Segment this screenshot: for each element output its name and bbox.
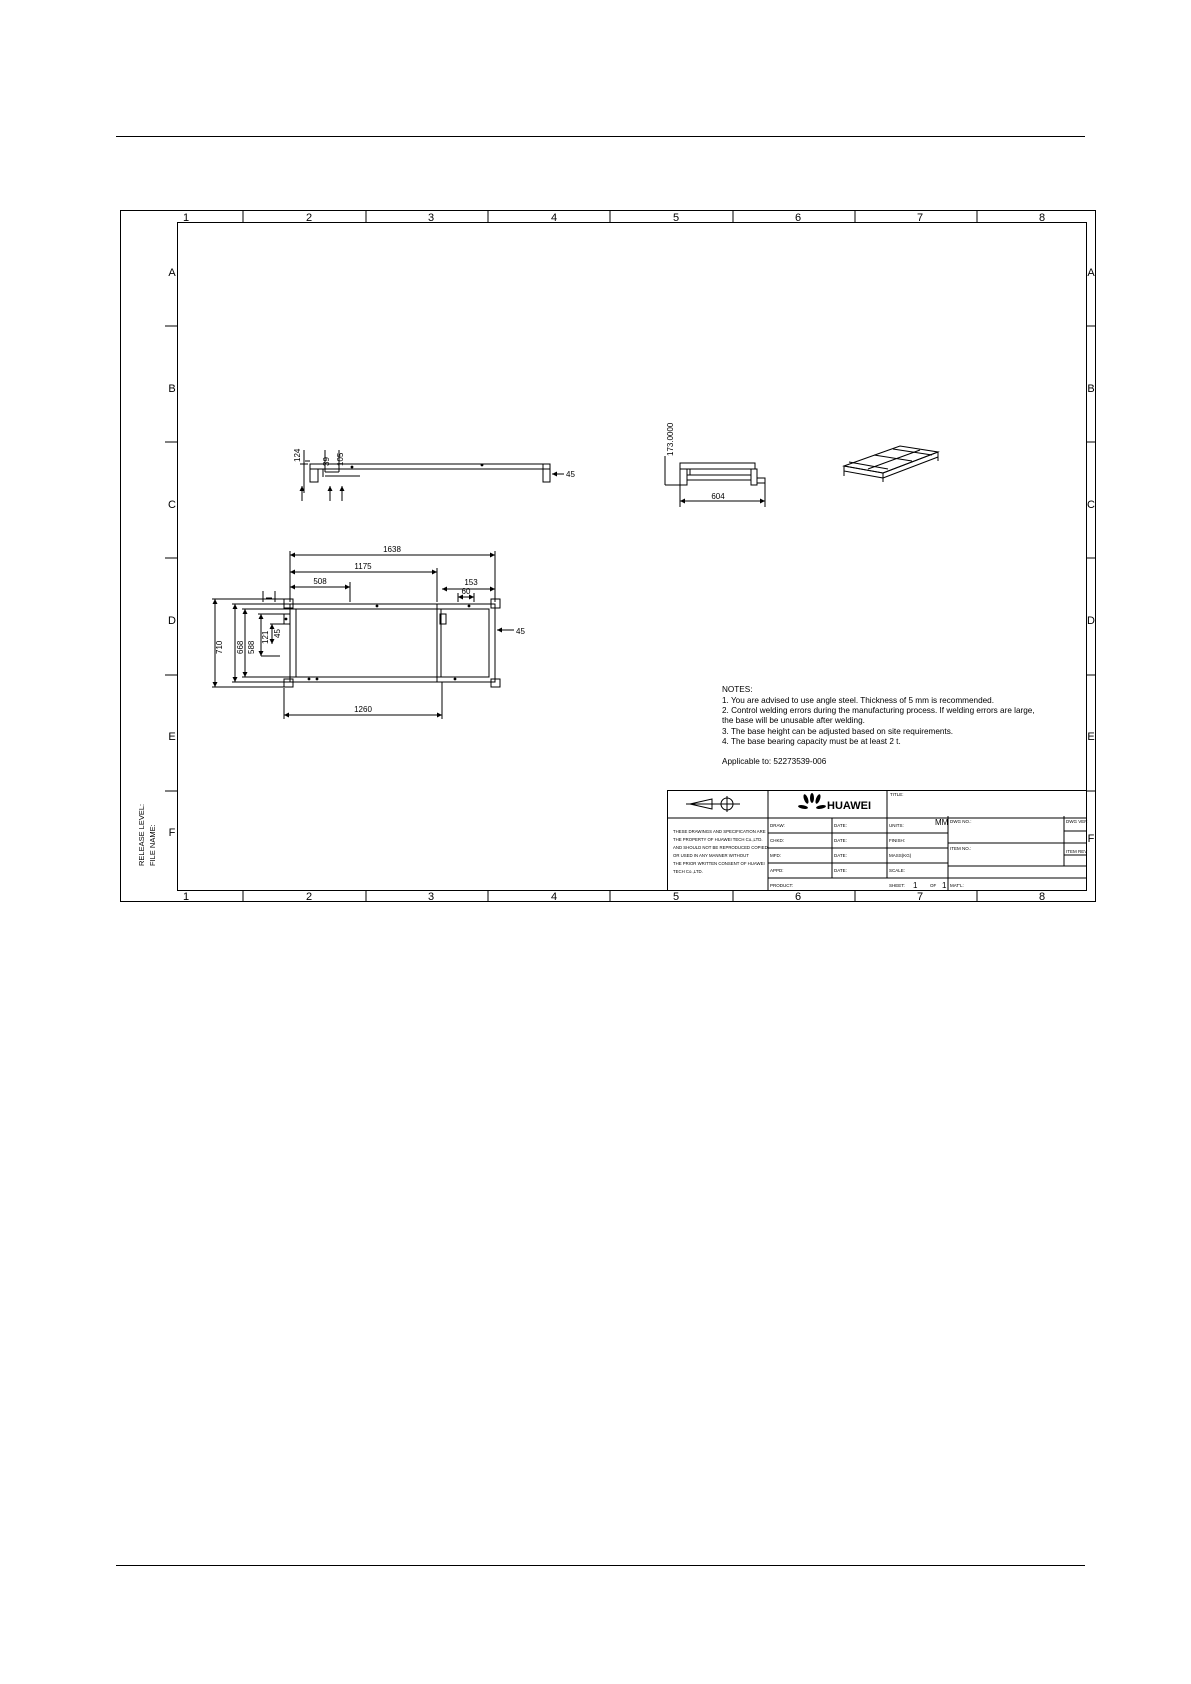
file-name-label: FILE NAME: [148, 824, 157, 866]
dim-105: 105 [336, 452, 345, 466]
notes-heading: NOTES: [722, 685, 753, 694]
top-view [212, 551, 514, 719]
item-rev-label: ITEM REV [1066, 849, 1088, 854]
bolt-hole-dot [351, 466, 354, 469]
dwg-no-label: DWG NO.: [950, 819, 972, 824]
units-label: UNITS: [889, 823, 904, 828]
zone-ticks [165, 211, 1095, 901]
sheet-of: OF [930, 883, 937, 888]
header-rule [116, 136, 1085, 137]
bolt-hole-dot [308, 678, 311, 681]
bolt-hole-dot [285, 618, 288, 621]
huawei-logo-icon [798, 793, 826, 810]
bolt-hole-dot [316, 678, 319, 681]
dim-153: 153 [464, 578, 478, 587]
dim-668: 668 [236, 640, 245, 654]
col-label-3-bottom: 3 [427, 891, 435, 902]
row-label-c: C [168, 499, 176, 511]
col-label-4: 4 [550, 212, 558, 224]
col-label-2: 2 [305, 212, 313, 224]
dim-604: 604 [711, 492, 725, 501]
notes-applicable: Applicable to: 52273539-006 [722, 757, 827, 766]
col-label-8-bottom: 8 [1038, 891, 1046, 902]
col-label-1: 1 [182, 212, 190, 224]
col-label-1-bottom: 1 [182, 891, 190, 902]
bolt-hole-dot [468, 605, 471, 608]
sheet-total: 1 [942, 881, 947, 890]
date-label-2: DATE: [834, 838, 847, 843]
mass-label: MASS(KG) [889, 853, 912, 858]
title-label: TITLE: [890, 792, 904, 797]
dim-121: 121 [261, 630, 270, 644]
note-line-5: 4. The base bearing capacity must be at least 2 t. [722, 737, 901, 746]
col-label-8: 8 [1038, 212, 1046, 224]
col-label-5: 5 [672, 212, 680, 224]
col-label-2-bottom: 2 [305, 891, 313, 902]
note-line-1: 1. You are advised to use angle steel. Thickness of 5 mm is recommended. [722, 696, 995, 705]
dim-1175: 1175 [354, 562, 372, 571]
row-label-c-right: C [1087, 499, 1095, 511]
outer-frame [121, 211, 1096, 902]
note-line-3: the base will be unusable after welding. [722, 716, 865, 725]
item-no-label: ITEM NO.: [950, 846, 972, 851]
footer-rule [116, 1565, 1085, 1566]
release-level-label: RELEASE LEVEL: [137, 803, 146, 866]
dim-1638: 1638 [383, 545, 401, 554]
finish-label: FINISH: [889, 838, 906, 843]
dim-508: 508 [313, 577, 327, 586]
mfd-label: MFD: [770, 853, 781, 858]
engineering-drawing [120, 210, 1096, 902]
sheet-number: 1 [913, 881, 918, 890]
bolt-hole-dot [481, 464, 484, 467]
projection-symbol-icon [686, 796, 740, 812]
col-label-5-bottom: 5 [672, 891, 680, 902]
dim-1260: 1260 [354, 705, 372, 714]
col-label-7-bottom: 7 [916, 891, 924, 902]
dim-173: 173.0000 [666, 422, 675, 456]
dwg-ver-label: DWG VER [1066, 819, 1088, 824]
dim-60: 60 [461, 587, 471, 596]
dim-588: 588 [247, 640, 256, 654]
bolt-hole-dot [454, 678, 457, 681]
dim-45: 45 [273, 629, 282, 638]
date-label-4: DATE: [834, 868, 847, 873]
units-value: MM [935, 818, 949, 827]
sheet-label: SHEET: [889, 883, 905, 888]
huawei-brand: HUAWEI [827, 800, 871, 812]
callout-45-side: 45 [566, 470, 575, 479]
callout-45-top: 45 [516, 627, 525, 636]
isometric-view [844, 446, 938, 482]
proprietary-line-3: AND SHOULD NOT BE REPRODUCED COPIED [673, 845, 768, 850]
row-label-b: B [168, 383, 176, 395]
row-label-e-right: E [1087, 731, 1095, 743]
col-label-6-bottom: 6 [794, 891, 802, 902]
bolt-hole-dot [376, 605, 379, 608]
row-label-d-right: D [1087, 615, 1095, 627]
note-line-2: 2. Control welding errors during the manufacturing process. If welding errors are large, [722, 706, 1035, 715]
col-label-7: 7 [916, 212, 924, 224]
dim-39: 39 [322, 457, 331, 466]
row-label-f: F [168, 827, 176, 839]
dim-710: 710 [215, 640, 224, 654]
row-label-d: D [168, 615, 176, 627]
dim-124: 124 [293, 448, 302, 462]
proprietary-line-5: THE PRIOR WRITTEN CONSENT OF HUAWEI [673, 861, 765, 866]
row-label-a: A [168, 267, 176, 279]
matl-label: MAT'L: [950, 883, 964, 888]
proprietary-line-6: TECH Co.,LTD. [673, 869, 703, 874]
product-label: PRODUCT: [770, 883, 794, 888]
proprietary-line-2: THE PROPERTY OF HUAWEI TECH Co.,LTD. [673, 837, 763, 842]
proprietary-line-4: OR USED IN ANY MANNER WITHOUT [673, 853, 749, 858]
row-label-b-right: B [1087, 383, 1095, 395]
row-label-f-right: F [1087, 833, 1095, 845]
col-label-4-bottom: 4 [550, 891, 558, 902]
row-label-a-right: A [1087, 267, 1095, 279]
proprietary-line-1: THESE DRAWINGS AND SPECIFICATION ARE [673, 829, 766, 834]
notes-block [722, 685, 1035, 766]
col-label-6: 6 [794, 212, 802, 224]
date-label-3: DATE: [834, 853, 847, 858]
scale-label: SCALE: [889, 868, 906, 873]
row-label-e: E [168, 731, 176, 743]
note-line-4: 3. The base height can be adjusted based on site requirements. [722, 727, 954, 736]
col-label-3: 3 [427, 212, 435, 224]
draw-label: DRAW: [770, 823, 785, 828]
appd-label: APPD: [770, 868, 784, 873]
date-label-1: DATE: [834, 823, 847, 828]
chkd-label: CHKD: [770, 838, 785, 843]
